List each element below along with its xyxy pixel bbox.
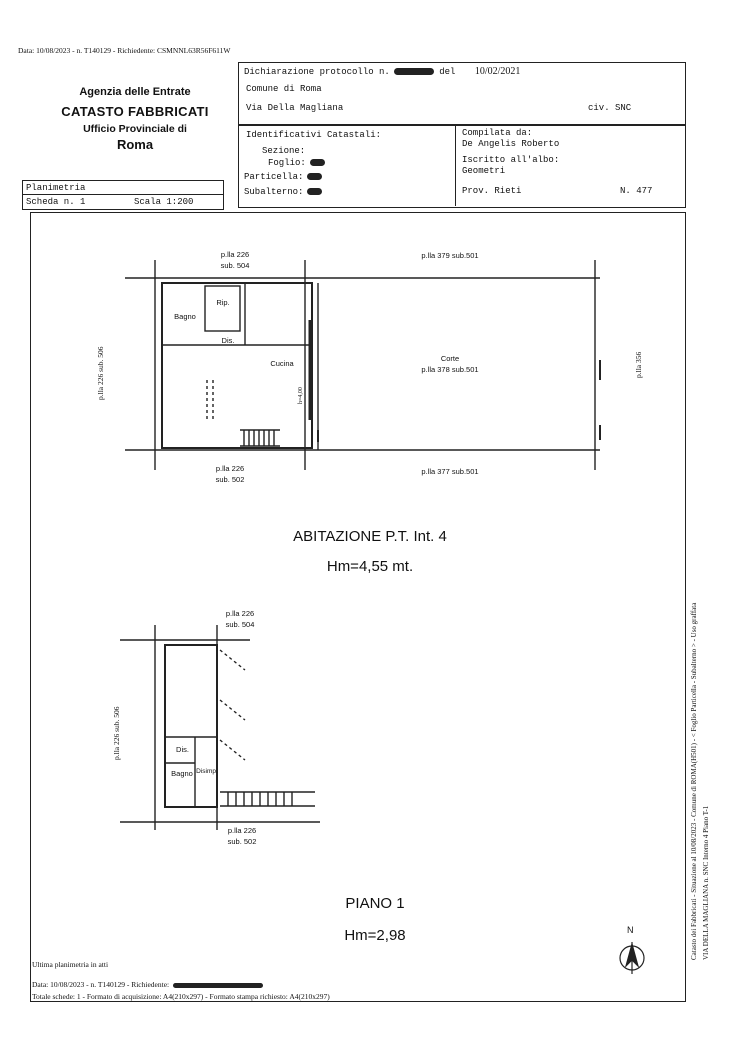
height-label: h=4,00 [298,387,304,404]
label-379: p.lla 379 sub.501 [421,251,479,260]
north-label: N [627,925,634,935]
city-name: Roma [116,137,154,152]
hm-ground-floor: Hm=4,55 mt. [326,558,414,575]
label-p1-226-502 [212,825,272,847]
agency-name: Agenzia delle Entrate [79,86,191,98]
label-p1-226-504 [210,608,270,630]
catasto-title: CATASTO FABBRICATI [61,104,209,119]
numero-albo: N. 477 [620,186,653,196]
corte-label: Corte [440,354,460,363]
title-first-floor: PIANO 1 [345,895,405,912]
ultima-planimetria: Ultima planimetria in atti [32,960,109,969]
side-text-2: VIA DELLA MAGLIANA n. SNC Interno 4 Piano T-1 [702,805,710,960]
room-bagno: Bagno [174,312,196,321]
footer-totale: Totale schede: 1 - Formato di acquisizione: A4(210x297) - Formato stampa richiesto: A4(210x297) [32,992,330,1001]
ufficio-label: Ufficio Provinciale di [83,123,187,135]
subalterno-label: Subalterno: [244,187,304,197]
side-text-1: Catasto dei Fabbricati - Situazione al 10/08/2023 - Comune di ROMA(H501) - < Foglio Particella - Subalterno > - Uso graffata [690,602,698,960]
sub-label: sub. 504 [220,261,250,270]
sub-label: sub. 506 [96,346,105,372]
del-label: del [439,67,456,77]
planimetria-label: Planimetria [26,183,86,193]
request-line: Data: 10/08/2023 - n. T140129 - Richiedente: CSMNNL63R56F611W [18,46,231,55]
iscritto-label: Iscritto all'albo: [462,155,560,165]
label-226-504 [205,249,265,271]
foglio-label: Foglio: [268,158,306,168]
room-p1-bagno: Bagno [171,769,193,778]
particella-label: Particella: [244,172,304,182]
room-dis: Dis. [221,336,235,345]
hm-first-floor: Hm=2,98 [344,927,406,944]
via: Via Della Magliana [246,103,344,113]
declaration-date: 10/02/2021 [474,66,521,77]
sub-label: sub. 506 [112,706,121,732]
redacted-mark [173,983,263,988]
compilatore: De Angelis Roberto [462,139,560,149]
sezione-label: Sezione: [262,146,306,156]
north-arrow-icon [620,942,644,974]
room-p1-disimp: Disimp. [196,768,218,775]
comune: Comune di Roma [246,84,322,94]
identificativi-label: Identificativi Catastali: [246,130,382,140]
sub-label: sub. 504 [225,620,255,629]
civico: civ. SNC [588,103,632,113]
label-p1-226-506 [112,706,121,760]
dichiarazione-label: Dichiarazione protocollo n. [244,67,390,77]
room-p1-dis: Dis. [176,745,189,754]
label-226-506 [96,346,105,400]
sub-label: sub. 502 [227,837,257,846]
title-ground-floor: ABITAZIONE P.T. Int. 4 [293,528,447,545]
albo: Geometri [462,166,506,176]
label-226-502 [200,463,260,485]
parcel-label: p.lla 226 [220,250,250,259]
label-356: p.lla 356 [634,351,643,378]
sub-label: sub. 502 [215,475,245,484]
footer-data-line [32,980,263,989]
room-cucina: Cucina [270,359,294,368]
parcel-label: p.lla 226 [112,733,121,760]
scala-label: Scala 1:200 [134,197,194,207]
parcel-label: p.lla 226 [215,464,245,473]
room-corte [400,353,500,375]
provincia: Prov. Rieti [462,186,522,196]
parcel-label: p.lla 226 [227,826,257,835]
label-377: p.lla 377 sub.501 [421,467,479,476]
compilata-label: Compilata da: [462,128,533,138]
room-rip: Rip. [216,298,230,307]
footer-data-text: Data: 10/08/2023 - n. T140129 - Richiedente: [32,980,170,989]
scheda-label: Scheda n. 1 [26,197,86,207]
corte-sub-label: p.lla 378 sub.501 [421,365,479,374]
parcel-label: p.lla 226 [225,609,255,618]
parcel-label: p.lla 226 [96,373,105,400]
